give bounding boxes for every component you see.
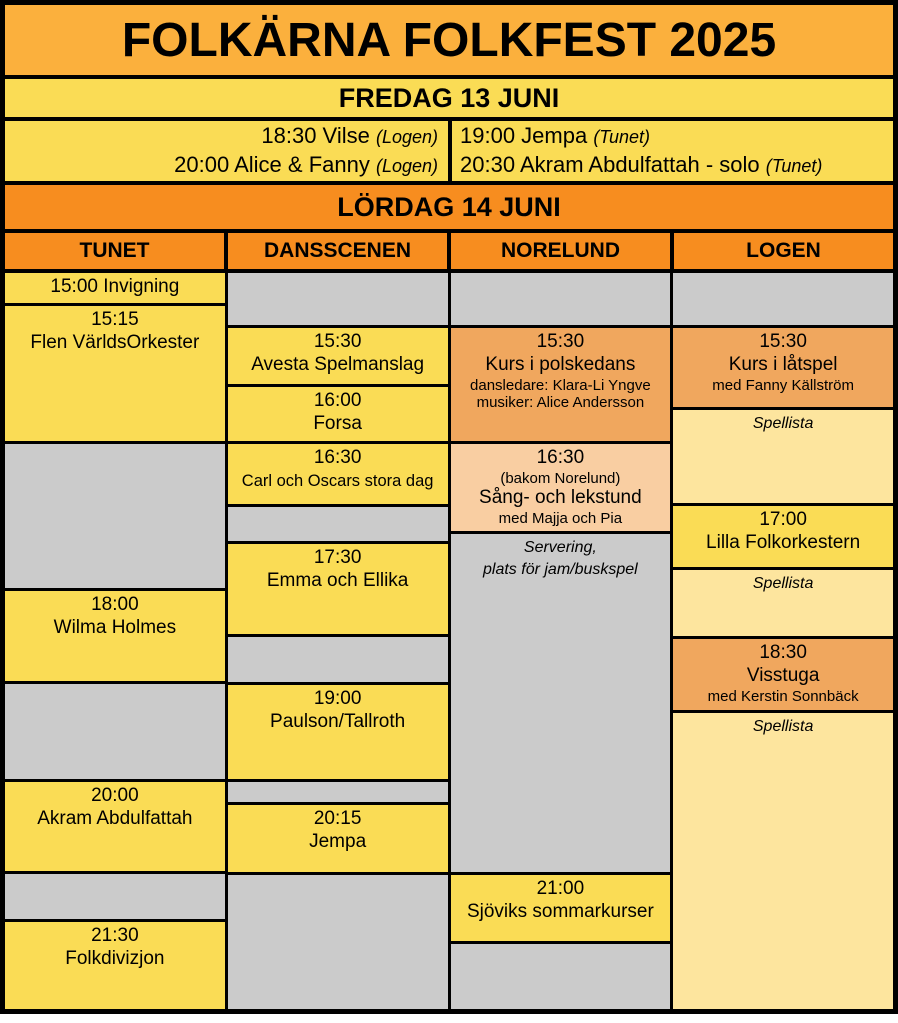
cell-line: Lilla Folkorkestern — [706, 531, 861, 553]
cell-line: (bakom Norelund) — [500, 469, 621, 487]
schedule-empty-cell — [5, 684, 225, 779]
schedule-cell — [228, 328, 448, 384]
cell-line: 15:15 — [91, 309, 139, 330]
cell-line: musiker: Alice Andersson — [476, 393, 645, 411]
stage-header-logen: LOGEN — [674, 233, 893, 269]
cell-line: 21:30 — [91, 925, 139, 946]
cell-line: 18:00 — [91, 594, 139, 615]
cell-line: Kurs i låtspel — [728, 353, 838, 375]
schedule-empty-cell — [451, 944, 671, 1009]
program-line-venue: (Tunet) — [593, 127, 650, 148]
cell-line: 16:30 — [536, 447, 585, 468]
cell-line: Wilma Holmes — [53, 616, 177, 638]
friday-program-right — [452, 121, 893, 181]
schedule-cell — [451, 444, 671, 531]
cell-line: 19:00 — [313, 688, 362, 709]
friday-program-row — [5, 121, 893, 181]
cell-line: Flen VärldsOrkester — [30, 331, 200, 353]
cell-line: 21:00 — [536, 878, 585, 899]
cell-line: Jempa — [309, 830, 367, 852]
schedule-cell — [5, 922, 225, 1009]
cell-line: Kurs i polskedans — [485, 353, 636, 375]
schedule-empty-cell — [5, 874, 225, 919]
cell-line: med Kerstin Sonnbäck — [707, 687, 859, 705]
cell-line: med Majja och Pia — [498, 509, 623, 527]
cell-line: Sjöviks sommarkurser — [466, 900, 654, 922]
cell-line: 15:30 — [536, 331, 585, 352]
cell-line: 20:15 — [313, 808, 362, 829]
cell-line: 17:00 — [759, 509, 807, 530]
program-line — [460, 122, 650, 151]
schedule-empty-cell — [228, 637, 448, 682]
cell-line: 17:30 — [313, 547, 362, 568]
program-line — [460, 151, 822, 180]
cell-line: Servering, — [523, 539, 597, 556]
schedule-empty-cell — [451, 273, 671, 325]
cell-line: 18:30 — [759, 642, 807, 663]
schedule-empty-cell — [228, 273, 448, 325]
cell-line: Carl och Oscars stora dag — [241, 471, 434, 490]
friday-program-left — [5, 121, 448, 181]
schedule-cell — [673, 328, 893, 407]
stage-header-norelund: NORELUND — [451, 233, 670, 269]
program-line-venue: (Tunet) — [765, 156, 823, 176]
schedule-cell — [228, 685, 448, 779]
cell-line: Visstuga — [746, 664, 820, 686]
cell-line: 15:00 Invigning — [50, 276, 180, 297]
schedule-cell — [451, 534, 671, 872]
program-line-text: 18:30 Vilse — [261, 123, 376, 149]
cell-line: Avesta Spelmanslag — [251, 353, 425, 375]
schedule-column-norelund — [451, 273, 671, 1009]
schedule-empty-cell — [5, 444, 225, 588]
schedule-column-logen — [673, 273, 893, 1009]
cell-line: Emma och Ellika — [266, 569, 409, 591]
program-line-text: 19:00 Jempa — [460, 123, 594, 149]
cell-line: 20:00 — [91, 785, 139, 806]
cell-line: Spellista — [752, 415, 814, 432]
schedule-empty-cell — [228, 507, 448, 541]
schedule-cell — [451, 328, 671, 441]
friday-section-header: FREDAG 13 JUNI — [5, 79, 893, 117]
schedule-cell — [228, 805, 448, 872]
schedule-cell — [5, 782, 225, 871]
program-line-venue: (Logen) — [375, 127, 438, 148]
schedule-cell — [673, 639, 893, 710]
schedule-cell — [5, 273, 225, 303]
schedule-cell — [451, 875, 671, 941]
schedule-column-tunet — [5, 273, 225, 1009]
cell-line: med Fanny Källström — [712, 376, 854, 394]
schedule-cell — [228, 444, 448, 504]
schedule-cell — [673, 713, 893, 1009]
page-title: FOLKÄRNA FOLKFEST 2025 — [5, 5, 893, 75]
schedule-cell — [5, 306, 225, 441]
cell-line: 16:30 — [313, 447, 362, 468]
schedule-grid — [5, 273, 893, 1009]
cell-line: 15:30 — [759, 331, 807, 352]
schedule-column-dansscenen — [228, 273, 448, 1009]
program-line-text: 20:00 Alice & Fanny — [174, 152, 376, 177]
cell-line: Spellista — [752, 575, 814, 592]
cell-line: Spellista — [752, 718, 814, 735]
cell-line: plats för jam/buskspel — [483, 560, 638, 578]
schedule-cell — [228, 387, 448, 441]
program-line-text: 20:30 Akram Abdulfattah - solo — [460, 152, 766, 177]
schedule-empty-cell — [673, 273, 893, 325]
cell-line: dansledare: Klara-Li Yngve — [470, 376, 651, 394]
program-line — [174, 151, 438, 180]
schedule-cell — [673, 410, 893, 503]
cell-line: Forsa — [313, 412, 362, 434]
schedule-cell — [228, 544, 448, 634]
stage-header-dansscenen: DANSSCENEN — [228, 233, 447, 269]
schedule-empty-cell — [228, 782, 448, 802]
cell-line: Akram Abdulfattah — [37, 807, 193, 829]
schedule-cell — [673, 506, 893, 567]
program-line-venue: (Logen) — [375, 156, 438, 176]
cell-line: Paulson/Tallroth — [270, 710, 406, 732]
saturday-section-header: LÖRDAG 14 JUNI — [5, 185, 893, 229]
stage-header-row — [5, 233, 893, 269]
schedule-cell — [5, 591, 225, 681]
program-line — [261, 122, 438, 151]
schedule-empty-cell — [228, 875, 448, 1009]
cell-line: 15:30 — [313, 331, 362, 352]
cell-line: Sång- och lekstund — [479, 487, 642, 509]
schedule-cell — [673, 570, 893, 636]
stage-header-tunet: TUNET — [5, 233, 224, 269]
cell-line: Folkdivizjon — [65, 947, 165, 969]
cell-line: 16:00 — [313, 390, 362, 411]
